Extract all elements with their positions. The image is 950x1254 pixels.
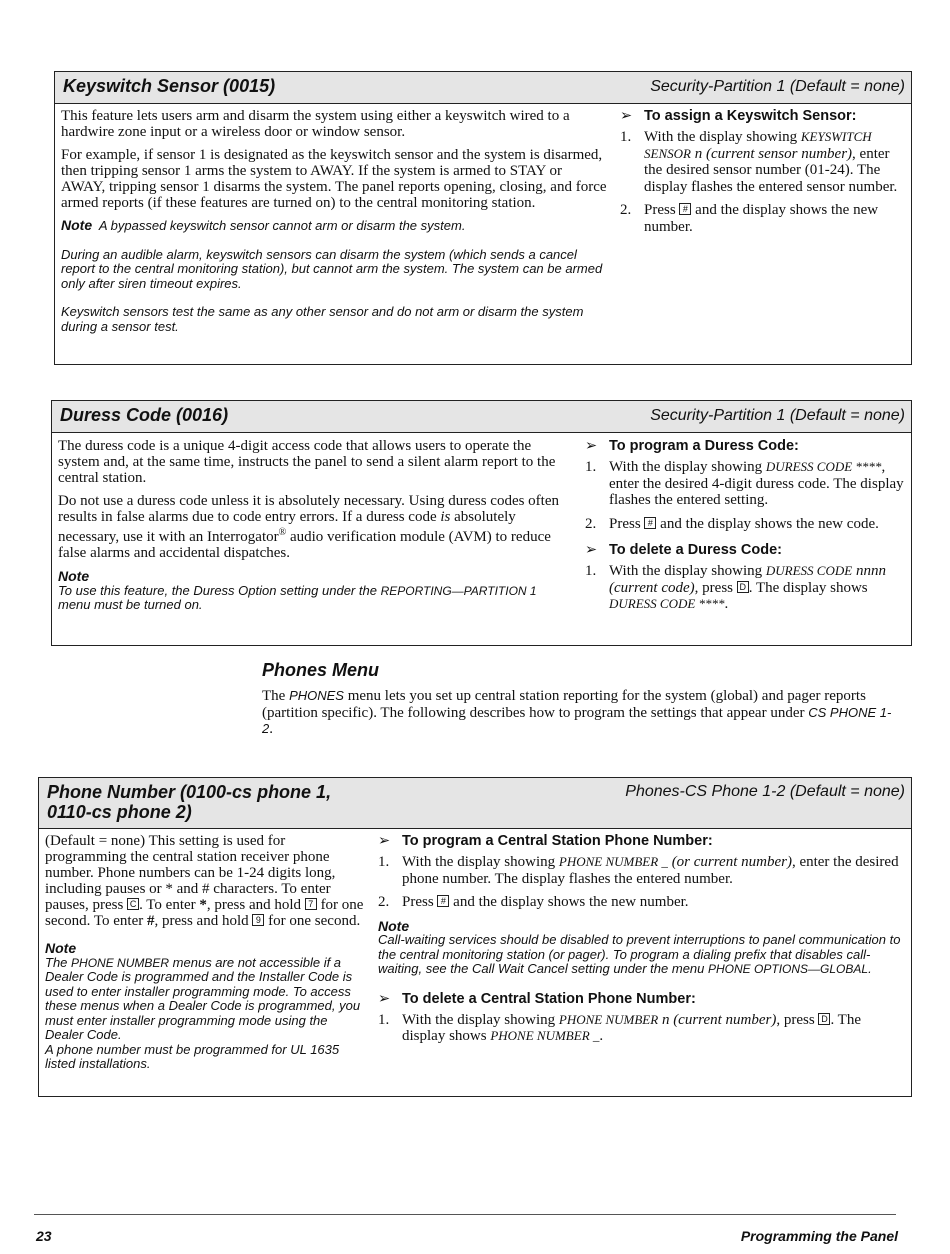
- note-label: Note: [61, 217, 93, 233]
- menu-name: PHONES: [289, 688, 344, 703]
- para-text: Do not use a duress code unless it is absolutely necessary. Using duress codes often results in false alarms due to code entry errors. If a duress code: [58, 493, 560, 525]
- title-line: Phone Number (0100-cs phone 1,: [47, 782, 332, 802]
- step-text: , enter the desired 4-digit duress code. The display flashes the entered setting.: [609, 459, 904, 508]
- menu-name: PHONE OPTIONS—GLOBAL: [708, 962, 869, 976]
- duress-delete-steps: [585, 563, 905, 613]
- note-text: To use this feature, the Duress Option setting under the: [58, 582, 377, 598]
- keyswitch-note-3: Keyswitch sensors test the same as any other sensor and do not arm or disarm the system during a sensor test.: [61, 304, 584, 334]
- duress-title: Duress Code (0016): [60, 405, 229, 425]
- arrow-icon: ➢: [585, 438, 598, 454]
- list-item: [585, 459, 905, 509]
- menu-name: REPORTING—PARTITION 1: [380, 583, 537, 598]
- display-variable: (or current number): [671, 854, 792, 870]
- step-text: and the display shows the new number.: [453, 894, 689, 910]
- step-number: 1.: [378, 854, 390, 870]
- step-text: , press: [694, 579, 733, 596]
- phone-number-note: [45, 941, 367, 1072]
- phone-number-para: [45, 833, 367, 929]
- phone-delete-heading: [378, 991, 906, 1008]
- menu-name: PHONE NUMBER: [71, 955, 170, 970]
- keyswitch-left-column: [61, 108, 609, 348]
- display-variable: n (current number): [661, 1011, 777, 1028]
- step-number: 1.: [585, 563, 597, 579]
- note-text: menus are not accessible if a Dealer Code is programmed and the Installer Code is used to enter installer programming mode. To access these menus when a Dealer Code is programmed, you must enter installer programming mode using the Dealer Code.: [45, 954, 361, 1042]
- hash-key-icon: #: [679, 203, 691, 215]
- star-char: *: [199, 897, 207, 913]
- phones-menu-title: Phones Menu: [262, 660, 380, 680]
- arrow-icon: ➢: [378, 990, 391, 1007]
- step-heading-text: To delete a Duress Code:: [609, 542, 782, 558]
- display-code: DURESS CODE ****: [609, 596, 725, 611]
- phone-number-box: [38, 777, 912, 1097]
- note-label: Note: [45, 940, 77, 956]
- footer-divider: [34, 1214, 896, 1215]
- footer-section-title: Programming the Panel: [740, 1228, 898, 1244]
- step-text: , enter the desired phone number. The display flashes the entered number.: [402, 854, 899, 887]
- d-key-icon: D: [737, 581, 749, 593]
- keyswitch-step-heading: [620, 108, 905, 125]
- display-code: DURESS CODE ****: [765, 459, 882, 474]
- duress-program-steps: [585, 459, 905, 532]
- list-item: [620, 129, 905, 195]
- list-item: [585, 563, 905, 613]
- step-text: With the display showing: [609, 563, 763, 579]
- step-text: and the display shows the new code.: [660, 515, 879, 532]
- menu-name: CS PHONE 1-2: [262, 704, 892, 736]
- step-text: and the display shows the new number.: [644, 202, 879, 235]
- list-item: [585, 516, 905, 533]
- display-variable: nnnn (current code): [609, 563, 886, 596]
- step-text: .: [599, 1028, 604, 1044]
- step-heading-text: To program a Central Station Phone Number:: [402, 833, 713, 849]
- phones-menu-body: [262, 688, 892, 738]
- step-text: , enter the desired sensor number (01-24). The display flashes the entered sensor number.: [644, 145, 898, 195]
- duress-para-1: The duress code is a unique 4-digit access code that allows users to operate the system and, at the same time, instructs the panel to send a silent alarm report to the central station.: [58, 438, 556, 486]
- step-number: 1.: [585, 459, 597, 475]
- display-code: KEYSWITCH SENSOR: [644, 129, 872, 161]
- note-text: .: [868, 961, 872, 976]
- step-text: . The display shows: [748, 579, 868, 596]
- list-item: [378, 854, 906, 887]
- note-text: A phone number must be programmed for UL 1635 listed installations.: [45, 1041, 340, 1071]
- display-code: PHONE NUMBER _: [490, 1028, 600, 1043]
- d-key-icon: D: [818, 1013, 830, 1025]
- duress-program-heading: [585, 438, 905, 455]
- note-text: menu must be turned on.: [58, 597, 203, 612]
- phone-number-title: [47, 782, 331, 822]
- phone-program-steps: [378, 854, 906, 911]
- para-text: audio verification module (AVM) to reduce false alarms and accidental dispatches.: [58, 529, 551, 561]
- display-code: DURESS CODE: [765, 563, 853, 578]
- hash-key-icon: #: [644, 517, 656, 529]
- step-text: With the display showing: [402, 1011, 556, 1028]
- para-emphasis: is: [440, 509, 451, 525]
- phone-delete-steps: [378, 1012, 906, 1045]
- list-item: [378, 1012, 906, 1045]
- para-text: , press and hold: [154, 913, 249, 929]
- display-code: PHONE NUMBER _: [558, 854, 668, 869]
- phone-number-partition: Phones-CS Phone 1-2 (Default = none): [625, 783, 905, 800]
- keyswitch-note-2: During an audible alarm, keyswitch sensors can disarm the system (which sends a cancel report to the central monitoring station), but cannot arm the system. The system can be armed only after siren timeout expires.: [61, 246, 603, 291]
- para-text: absolutely necessary, use it with an Interrogator: [58, 509, 516, 545]
- duress-right-column: [585, 438, 905, 621]
- page-number: 23: [36, 1228, 52, 1244]
- display-variable: n (current sensor number): [694, 145, 853, 162]
- body-text: menu lets you set up central station reporting for the system (global) and pager reports (partition specific). The following describes how to program the settings that appear under: [262, 688, 866, 721]
- display-code: PHONE NUMBER: [558, 1011, 659, 1027]
- step-text: With the display showing: [609, 459, 763, 475]
- keyswitch-note-1: [61, 218, 609, 234]
- para-text: (Default = none) This setting is used for programming the central station receiver phone number. Phone numbers can be 1-24 digits long, including pauses or * and # characters. To enter pauses, press: [45, 833, 336, 913]
- step-heading-text: To delete a Central Station Phone Number:: [402, 990, 696, 1007]
- para-text: , press and hold: [206, 897, 302, 913]
- step-number: 1.: [620, 129, 632, 145]
- step-heading-text: To program a Duress Code:: [609, 438, 799, 454]
- step-text: . The display shows: [402, 1011, 861, 1044]
- duress-left-column: [58, 438, 570, 627]
- step-text: With the display showing: [402, 854, 556, 870]
- phone-number-right-column: [378, 833, 906, 1053]
- arrow-icon: ➢: [620, 108, 633, 124]
- keyswitch-partition: Security-Partition 1 (Default = none): [650, 78, 905, 95]
- body-text: The: [262, 688, 286, 704]
- duress-delete-heading: [585, 542, 905, 559]
- step-text: Press: [644, 202, 676, 218]
- list-item: [378, 894, 906, 911]
- list-item: [620, 202, 905, 235]
- keyswitch-header: [55, 72, 911, 104]
- step-text: With the display showing: [644, 129, 798, 145]
- step-text: Press: [402, 894, 434, 910]
- step-text: Press: [609, 515, 641, 532]
- duress-partition: Security-Partition 1 (Default = none): [650, 407, 905, 424]
- seven-key-icon: 7: [305, 898, 317, 910]
- step-number: 2.: [585, 515, 597, 532]
- note-text: The: [45, 954, 68, 970]
- step-number: 1.: [378, 1011, 390, 1028]
- phone-number-header: [39, 778, 911, 829]
- step-number: 2.: [378, 894, 390, 910]
- step-number: 2.: [620, 202, 632, 218]
- para-text: for one second.: [268, 913, 361, 929]
- step-text: .: [724, 596, 729, 612]
- note-text: A bypassed keyswitch sensor cannot arm or disarm the system.: [98, 218, 466, 233]
- duress-para-2: [58, 493, 570, 561]
- duress-code-box: [51, 400, 912, 646]
- keyswitch-para-2: For example, if sensor 1 is designated as the keyswitch sensor and the system is disarmed, then tripping sensor 1 arms the system to AWAY. If the system is armed to STAY or AWAY, tripping sensor 1 disarms the system. The panel reports opening, closing, and force armed reports (if these features are turned on) to the central monitoring station.: [61, 147, 607, 211]
- duress-note: [58, 569, 570, 613]
- note-text: Call-waiting services should be disabled to prevent interruptions to panel communication to the central monitoring station (or pager). To program a dialing prefix that disables call-waiting, see the Call Wait Cancel setting under the menu: [378, 932, 901, 976]
- hash-char: #: [146, 913, 155, 929]
- phone-number-left-column: [45, 833, 367, 1086]
- body-text: .: [269, 721, 273, 737]
- hash-key-icon: #: [437, 895, 449, 907]
- keyswitch-steps: [620, 129, 905, 235]
- note-label: Note: [378, 917, 410, 934]
- phone-program-heading: [378, 833, 906, 850]
- step-text: , press: [776, 1011, 815, 1028]
- nine-key-icon: 9: [252, 914, 264, 926]
- keyswitch-right-column: [620, 108, 905, 243]
- para-text: for one second. To enter: [45, 897, 364, 929]
- duress-header: [52, 401, 911, 433]
- para-text: . To enter: [139, 897, 196, 913]
- keyswitch-title: Keyswitch Sensor (0015): [63, 76, 276, 96]
- arrow-icon: ➢: [585, 542, 598, 558]
- title-line: 0110-cs phone 2): [47, 802, 192, 822]
- registered-mark: ®: [278, 527, 287, 538]
- c-key-icon: C: [127, 898, 139, 910]
- arrow-icon: ➢: [378, 833, 391, 849]
- keyswitch-para-1: This feature lets users arm and disarm the system using either a keyswitch wired to a hardwire zone input or a wireless door or window sensor.: [61, 108, 570, 140]
- note-label: Note: [58, 568, 90, 584]
- phone-call-waiting-note: [378, 919, 906, 977]
- step-heading-text: To assign a Keyswitch Sensor:: [644, 108, 857, 124]
- keyswitch-sensor-box: [54, 71, 912, 365]
